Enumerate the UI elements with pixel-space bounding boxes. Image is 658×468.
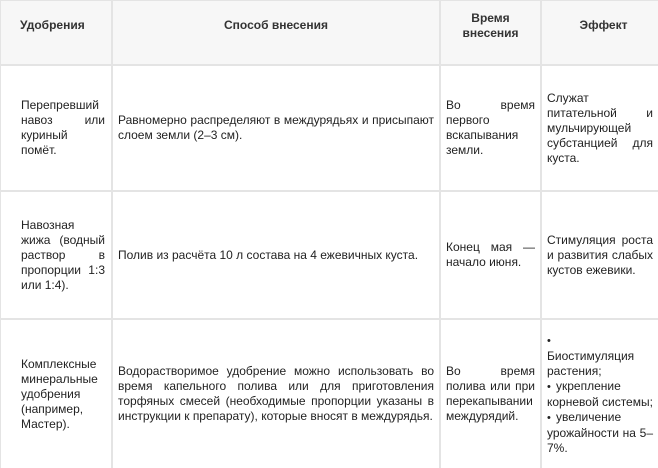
cell-effect: Стимуляция роста и развития слабых кустов ежевики. — [541, 191, 658, 319]
header-time: Время внесения — [440, 0, 541, 65]
cell-method: Полив из расчёта 10 л состава на 4 ежевичных куста. — [112, 191, 440, 319]
effect-item-text: увеличение урожайности на 5–7%. — [547, 409, 653, 455]
cell-effect-list — [541, 319, 658, 468]
bullet-icon — [547, 410, 556, 426]
list-item — [547, 379, 653, 410]
effect-item-text: Биостимуляция растения; — [547, 348, 635, 378]
effect-item-text: укрепление корневой системы; — [547, 378, 653, 409]
table-row — [0, 319, 658, 468]
cell-method: Водорастворимое удобрение можно использовать во время капельного полива или для приготовления торфяных смесей (необходимые пропорции указаны в инструкции к препарату), которые вносят в междурядья. — [112, 319, 440, 468]
cell-fertilizer: Комплексные минеральные удобрения (например, Мастер). — [0, 319, 112, 468]
list-item — [547, 410, 653, 456]
table-row — [0, 65, 658, 191]
list-item — [547, 333, 653, 379]
header-effect: Эффект — [541, 0, 658, 65]
cell-time: Во время первого вскапывания земли. — [440, 65, 541, 191]
cell-time: Во время полива или при перекапывании междурядий. — [440, 319, 541, 468]
header-method: Способ внесения — [112, 0, 440, 65]
bullet-icon — [547, 379, 556, 395]
table-header-row — [0, 0, 658, 65]
cell-fertilizer: Перепревший навоз или куриный помёт. — [0, 65, 112, 191]
cell-effect: Служат питательной и мульчирующей субстанцией для куста. — [541, 65, 658, 191]
table-row — [0, 191, 658, 319]
header-fertilizer: Удобрения — [0, 0, 112, 65]
bullet-icon — [547, 333, 556, 349]
cell-fertilizer: Навозная жижа (водный раствор в пропорции 1:3 или 1:4). — [0, 191, 112, 319]
effect-bullet-list — [547, 333, 653, 456]
cell-time: Конец мая — начало июня. — [440, 191, 541, 319]
cell-method: Равномерно распределяют в междурядьях и присыпают слоем земли (2–3 см). — [112, 65, 440, 191]
